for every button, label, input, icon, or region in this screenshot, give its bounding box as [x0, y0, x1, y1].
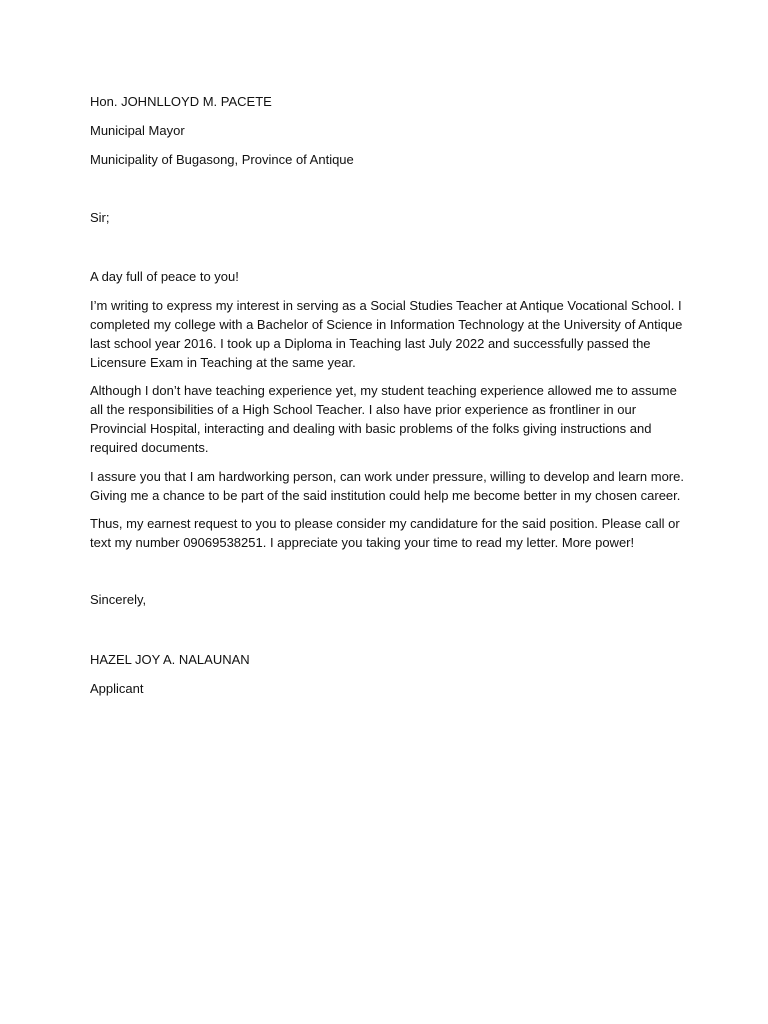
paragraph-line: Although I don’t have teaching experience yet, my student teaching experience allowed me to assume	[90, 383, 677, 398]
paragraph-line: last school year 2016. I took up a Diploma in Teaching last July 2022 and successfully passed the	[90, 336, 651, 351]
closing: Sincerely,	[90, 592, 147, 607]
recipient-name: Hon. JOHNLLOYD M. PACETE	[90, 94, 272, 109]
paragraph-line: Thus, my earnest request to you to please consider my candidature for the said position. Please call or	[90, 516, 680, 531]
paragraph-line: Provincial Hospital, interacting and dealing with basic problems of the folks giving instructions and	[90, 421, 652, 436]
salutation: Sir;	[90, 210, 110, 225]
paragraph-line: completed my college with a Bachelor of Science in Information Technology at the University of Antique	[90, 317, 683, 332]
paragraph-request	[90, 514, 690, 552]
paragraph-line: I’m writing to express my interest in serving as a Social Studies Teacher at Antique Vocational School. I	[90, 298, 682, 313]
paragraph-interest	[90, 296, 690, 372]
signature-name: HAZEL JOY A. NALAUNAN	[90, 652, 250, 667]
signature-role: Applicant	[90, 681, 144, 696]
paragraph-line: I assure you that I am hardworking person, can work under pressure, willing to develop and learn more.	[90, 469, 684, 484]
paragraph-line: Licensure Exam in Teaching at the same year.	[90, 355, 356, 370]
recipient-title: Municipal Mayor	[90, 123, 185, 138]
paragraph-line: text my number 09069538251. I appreciate you taking your time to read my letter. More power!	[90, 535, 635, 550]
paragraph-line: Giving me a chance to be part of the said institution could help me become better in my chosen career.	[90, 488, 681, 503]
paragraph-line: required documents.	[90, 440, 209, 455]
paragraph-line: all the responsibilities of a High School Teacher. I also have prior experience as frontliner in our	[90, 402, 637, 417]
paragraph-assurance	[90, 467, 690, 505]
paragraph-experience	[90, 381, 690, 457]
recipient-address: Municipality of Bugasong, Province of Antique	[90, 152, 354, 167]
greeting: A day full of peace to you!	[90, 269, 239, 284]
